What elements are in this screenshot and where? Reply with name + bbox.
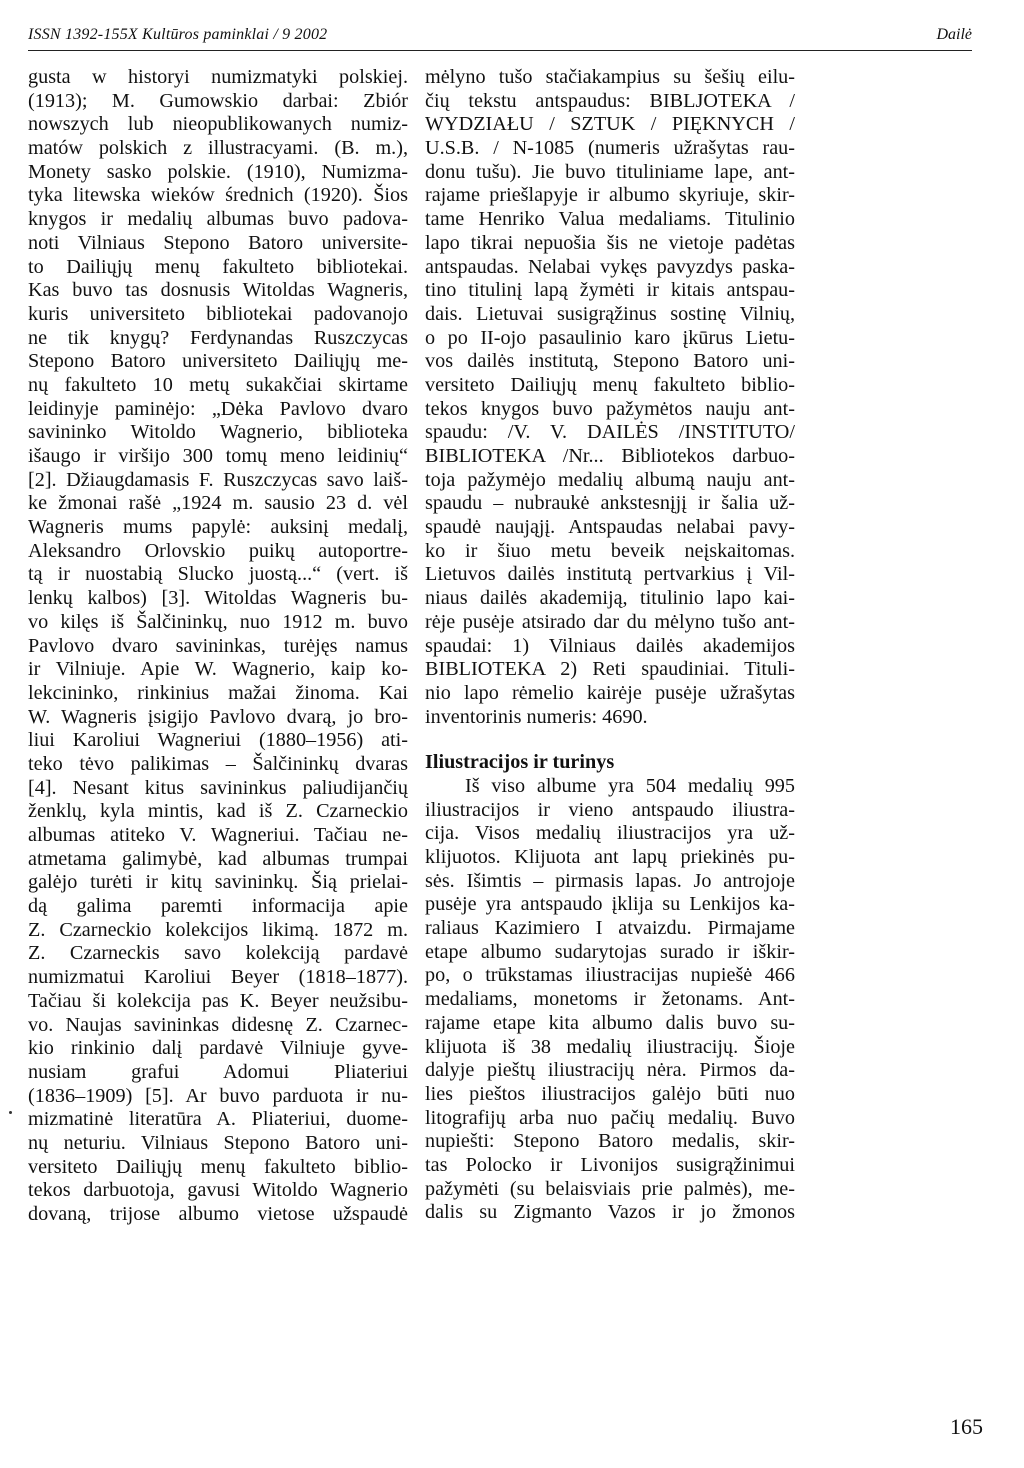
text-line: raliaus Kazimiero I atvaizdu. Pirmajame <box>425 917 795 940</box>
text-line: U.S.B. / N-1085 (numeris užrašytas rau- <box>425 137 795 160</box>
text-line: sės. Išimtis – pirmasis lapas. Jo antrojoje <box>425 869 795 892</box>
left-text-column <box>28 66 408 1227</box>
text-line: tekos knygos buvo pažymėtos nauju ant- <box>425 397 795 420</box>
text-line: spaudai: 1) Vilniaus dailės akademijos <box>425 634 795 657</box>
text-line: galėjo turėti ir kitų savininkų. Šią prielai- <box>28 871 408 894</box>
section-heading: Iliustracijos ir turinys <box>425 751 615 774</box>
text-line: kio rinkinio dalį pardavė Vilniuje gyve- <box>28 1037 408 1060</box>
right-text-column <box>425 66 795 1225</box>
text-line: liui Karoliui Wagneriui (1880–1956) ati- <box>28 729 408 752</box>
text-line: Lietuvos dailės institutą pertvarkius į Vil- <box>425 563 795 586</box>
text-line: tas Polocko ir Livonijos susigrąžinimui <box>425 1153 795 1176</box>
text-line: numizmatui Karoliui Beyer (1818–1877). <box>28 966 408 989</box>
text-line: vo. Naujas savininkas didesnę Z. Czarnec- <box>28 1013 408 1036</box>
text-line: gusta w historyi numizmatyki polskiej. <box>28 66 408 88</box>
text-line: spaudė naująjį. Antspaudas nelabai pavy- <box>425 516 795 539</box>
text-line: klijuota iš 38 medalių iliustracijų. Šioje <box>425 1035 795 1058</box>
text-line: (1836–1909) [5]. Ar buvo parduota ir nu- <box>28 1084 408 1107</box>
text-line: mizmatinė literatūra A. Pliateriui, duome- <box>28 1108 408 1131</box>
text-line: inventorinis numeris: 4690. <box>425 705 648 728</box>
text-line: spaudu: /V. V. DAILĖS /INSTITUTO/ <box>425 421 795 444</box>
text-line: tekos darbuotoja, gavusi Witoldo Wagnerio <box>28 1179 408 1202</box>
text-line: ne tik knygų? Ferdynandas Ruszczycas <box>28 326 408 349</box>
text-line: po, o trūkstamas iliustracijas nupiešė 466 <box>425 964 795 987</box>
text-line: Aleksandro Orlovskio puikų autoportre- <box>28 539 408 562</box>
text-line: mėlyno tušo stačiakampius su šešių eilu- <box>425 66 795 88</box>
text-line: knygos ir medalių albumas buvo padova- <box>28 208 408 231</box>
section-title: Dailė <box>936 26 972 43</box>
text-line: to Dailiųjų menų fakulteto bibliotekai. <box>28 255 408 278</box>
text-line: tame Henriko Valua medaliams. Titulinio <box>425 208 795 231</box>
text-line: ke žmonai rašė „1924 m. sausio 23 d. vėl <box>28 492 408 515</box>
text-line: W. Wagneris įsigijo Pavlovo dvarą, jo bro- <box>28 705 408 728</box>
page-number: 165 <box>950 1414 983 1439</box>
text-line: nusiam grafui Adomui Pliateriui <box>28 1060 408 1083</box>
print-speck <box>9 1111 12 1114</box>
running-header <box>28 14 972 51</box>
text-line: o po II-ojo pasaulinio karo įkūrus Lietu- <box>425 326 795 349</box>
text-line: spaudu – nubraukė ankstesnįjį ir šalia už- <box>425 492 795 515</box>
text-line: litografijų arba nuo pačių medalių. Buvo <box>425 1106 795 1129</box>
text-line: Kas buvo tas dosnusis Witoldas Wagneris, <box>28 279 408 302</box>
text-line: etape albumo sudarytojas surado ir iškir- <box>425 940 795 963</box>
text-line: vo kilęs iš Šalčininkų, nuo 1912 m. buvo <box>28 610 408 633</box>
text-line: WYDZIAŁU / SZTUK / PIĘKNYCH / <box>425 113 795 136</box>
text-line: pažymėti (su belaisviais prie palmės), me- <box>425 1177 795 1200</box>
text-line: Iš viso albume yra 504 medalių 995 <box>465 774 795 797</box>
text-line: lapo tikrai nepuošia šis ne vietoje padėtas <box>425 231 795 254</box>
text-line: rajame etape kita albumo dalis buvo su- <box>425 1011 795 1034</box>
text-line: Wagneris mums papylė: auksinį medalį, <box>28 516 408 539</box>
text-line: leidinyje paminėjo: „Dėka Pavlovo dvaro <box>28 397 408 420</box>
text-line: išaugo ir viršijo 300 tomų meno leidinių“ <box>28 445 408 467</box>
text-line: BIBLIOTEKA /Nr... Bibliotekos darbuo- <box>425 445 795 467</box>
text-line: (1913); M. Gumowskio darbai: Zbiór <box>28 89 408 112</box>
text-line: [2]. Džiaugdamasis F. Ruszczycas savo laiš- <box>28 468 408 491</box>
text-line: dalis su Zigmanto Vazos ir jo žmonos <box>425 1201 795 1224</box>
text-line: čių tekstu antspaudus: BIBLJOTEKA / <box>425 89 795 112</box>
text-line: tą ir nuostabią Slucko juostą...“ (vert. iš <box>28 563 408 586</box>
text-line: niaus dailės akademiją, titulinio lapo kai- <box>425 587 795 610</box>
text-line: nupiešti: Stepono Batoro medalis, skir- <box>425 1130 795 1153</box>
text-line: cija. Visos medalių iliustracijos yra už- <box>425 822 795 845</box>
text-line: ženklų, kyla mintis, kad iš Z. Czarneckio <box>28 800 408 823</box>
text-line: lekcininko, rinkinius mažai žinoma. Kai <box>28 681 408 704</box>
text-line: versiteto Dailiųjų menų fakulteto biblio- <box>425 373 795 396</box>
text-line: iliustracijos ir vieno antspaudo iliustra- <box>425 798 795 821</box>
text-line: vos dailės institutą, Stepono Batoro uni- <box>425 350 795 373</box>
text-line: atmetama galimybė, kad albumas trumpai <box>28 847 408 870</box>
right-column-paragraph <box>425 66 795 729</box>
text-line: kuris universiteto bibliotekai padovanojo <box>28 302 408 325</box>
text-line: [4]. Nesant kitus savininkus paliudijančių <box>28 776 408 799</box>
text-line: Z. Czarneckio kolekcijos likimą. 1872 m. <box>28 918 408 941</box>
text-line: matów polskich z illustracyami. (B. m.), <box>28 137 408 160</box>
text-line: dais. Lietuvai susigrąžinus sostinę Vilnių, <box>425 302 795 325</box>
text-line: Tačiau ši kolekcija pas K. Beyer neužsibu- <box>28 989 408 1012</box>
text-line: medaliams, monetoms ir žetonams. Ant- <box>425 988 795 1011</box>
text-line: lies pieštos iliustracijos galėjo būti nuo <box>425 1082 795 1105</box>
text-line: savininko Witoldo Wagnerio, biblioteka <box>28 421 408 444</box>
text-line: teko tėvo palikimas – Šalčininkų dvaras <box>28 752 408 775</box>
text-line: nų neturiu. Vilniaus Stepono Batoro uni- <box>28 1131 408 1154</box>
right-column-section-body <box>425 775 795 1225</box>
text-line: Stepono Batoro universiteto Dailiųjų me- <box>28 350 408 373</box>
text-line: antspaudas. Nelabai vykęs pavyzdys paska- <box>425 255 795 278</box>
text-line: noti Vilniaus Stepono Batoro universite- <box>28 231 408 254</box>
text-line: lenkų kalbos) [3]. Witoldas Wagneris bu- <box>28 587 408 610</box>
text-line: dalyje pieštų iliustracijų nėra. Pirmos da- <box>425 1059 795 1082</box>
journal-title: ISSN 1392-155X Kultūros paminklai / 9 2002 <box>28 26 328 43</box>
text-line: nowszych lub nieopublikowanych numiz- <box>28 113 408 136</box>
text-line: Z. Czarneckis savo kolekciją pardavė <box>28 942 408 965</box>
text-line: rajame priešlapyje ir albumo skyriuje, skir- <box>425 184 795 207</box>
text-line: donu tušu). Jie buvo tituliniame lape, ant- <box>425 160 795 183</box>
text-line: BIBLIOTEKA 2) Reti spaudiniai. Tituli- <box>425 658 795 681</box>
text-line: Pavlovo dvaro savininkas, turėjęs namus <box>28 634 408 657</box>
text-line: versiteto Dailiųjų menų fakulteto biblio- <box>28 1155 408 1178</box>
text-line: nio lapo rėmelio kairėje pusėje užrašytas <box>425 681 795 704</box>
text-line: tino titulinį lapą žymėti ir kitais antspau- <box>425 279 795 302</box>
text-line: pusėje yra antspaudo įklija su Lenkijos ka- <box>425 893 795 916</box>
text-line: tyka litewska wieków średnich (1920). Šios <box>28 184 408 207</box>
text-line: dovaną, trijose albumo vietose užspaudė <box>28 1203 408 1225</box>
text-line: ir Vilniuje. Apie W. Wagnerio, kaip ko- <box>28 658 408 681</box>
text-line: albumas atiteko V. Wagneriui. Tačiau ne- <box>28 824 408 846</box>
text-line: nų fakulteto 10 metų sukakčiai skirtame <box>28 373 408 396</box>
text-line: Monety sasko polskie. (1910), Numizma- <box>28 160 408 183</box>
text-line: ko ir šiuo metu beveik neįskaitomas. <box>425 539 795 562</box>
text-line: dą galima paremti informacija apie <box>28 895 408 918</box>
text-line: rėje pusėje atsirado dar du mėlyno tušo ant- <box>425 610 795 633</box>
text-line: toja pažymėjo medalių albumą nauju ant- <box>425 468 795 491</box>
text-line: klijuotos. Klijuota ant lapų priekinės pu- <box>425 846 795 868</box>
